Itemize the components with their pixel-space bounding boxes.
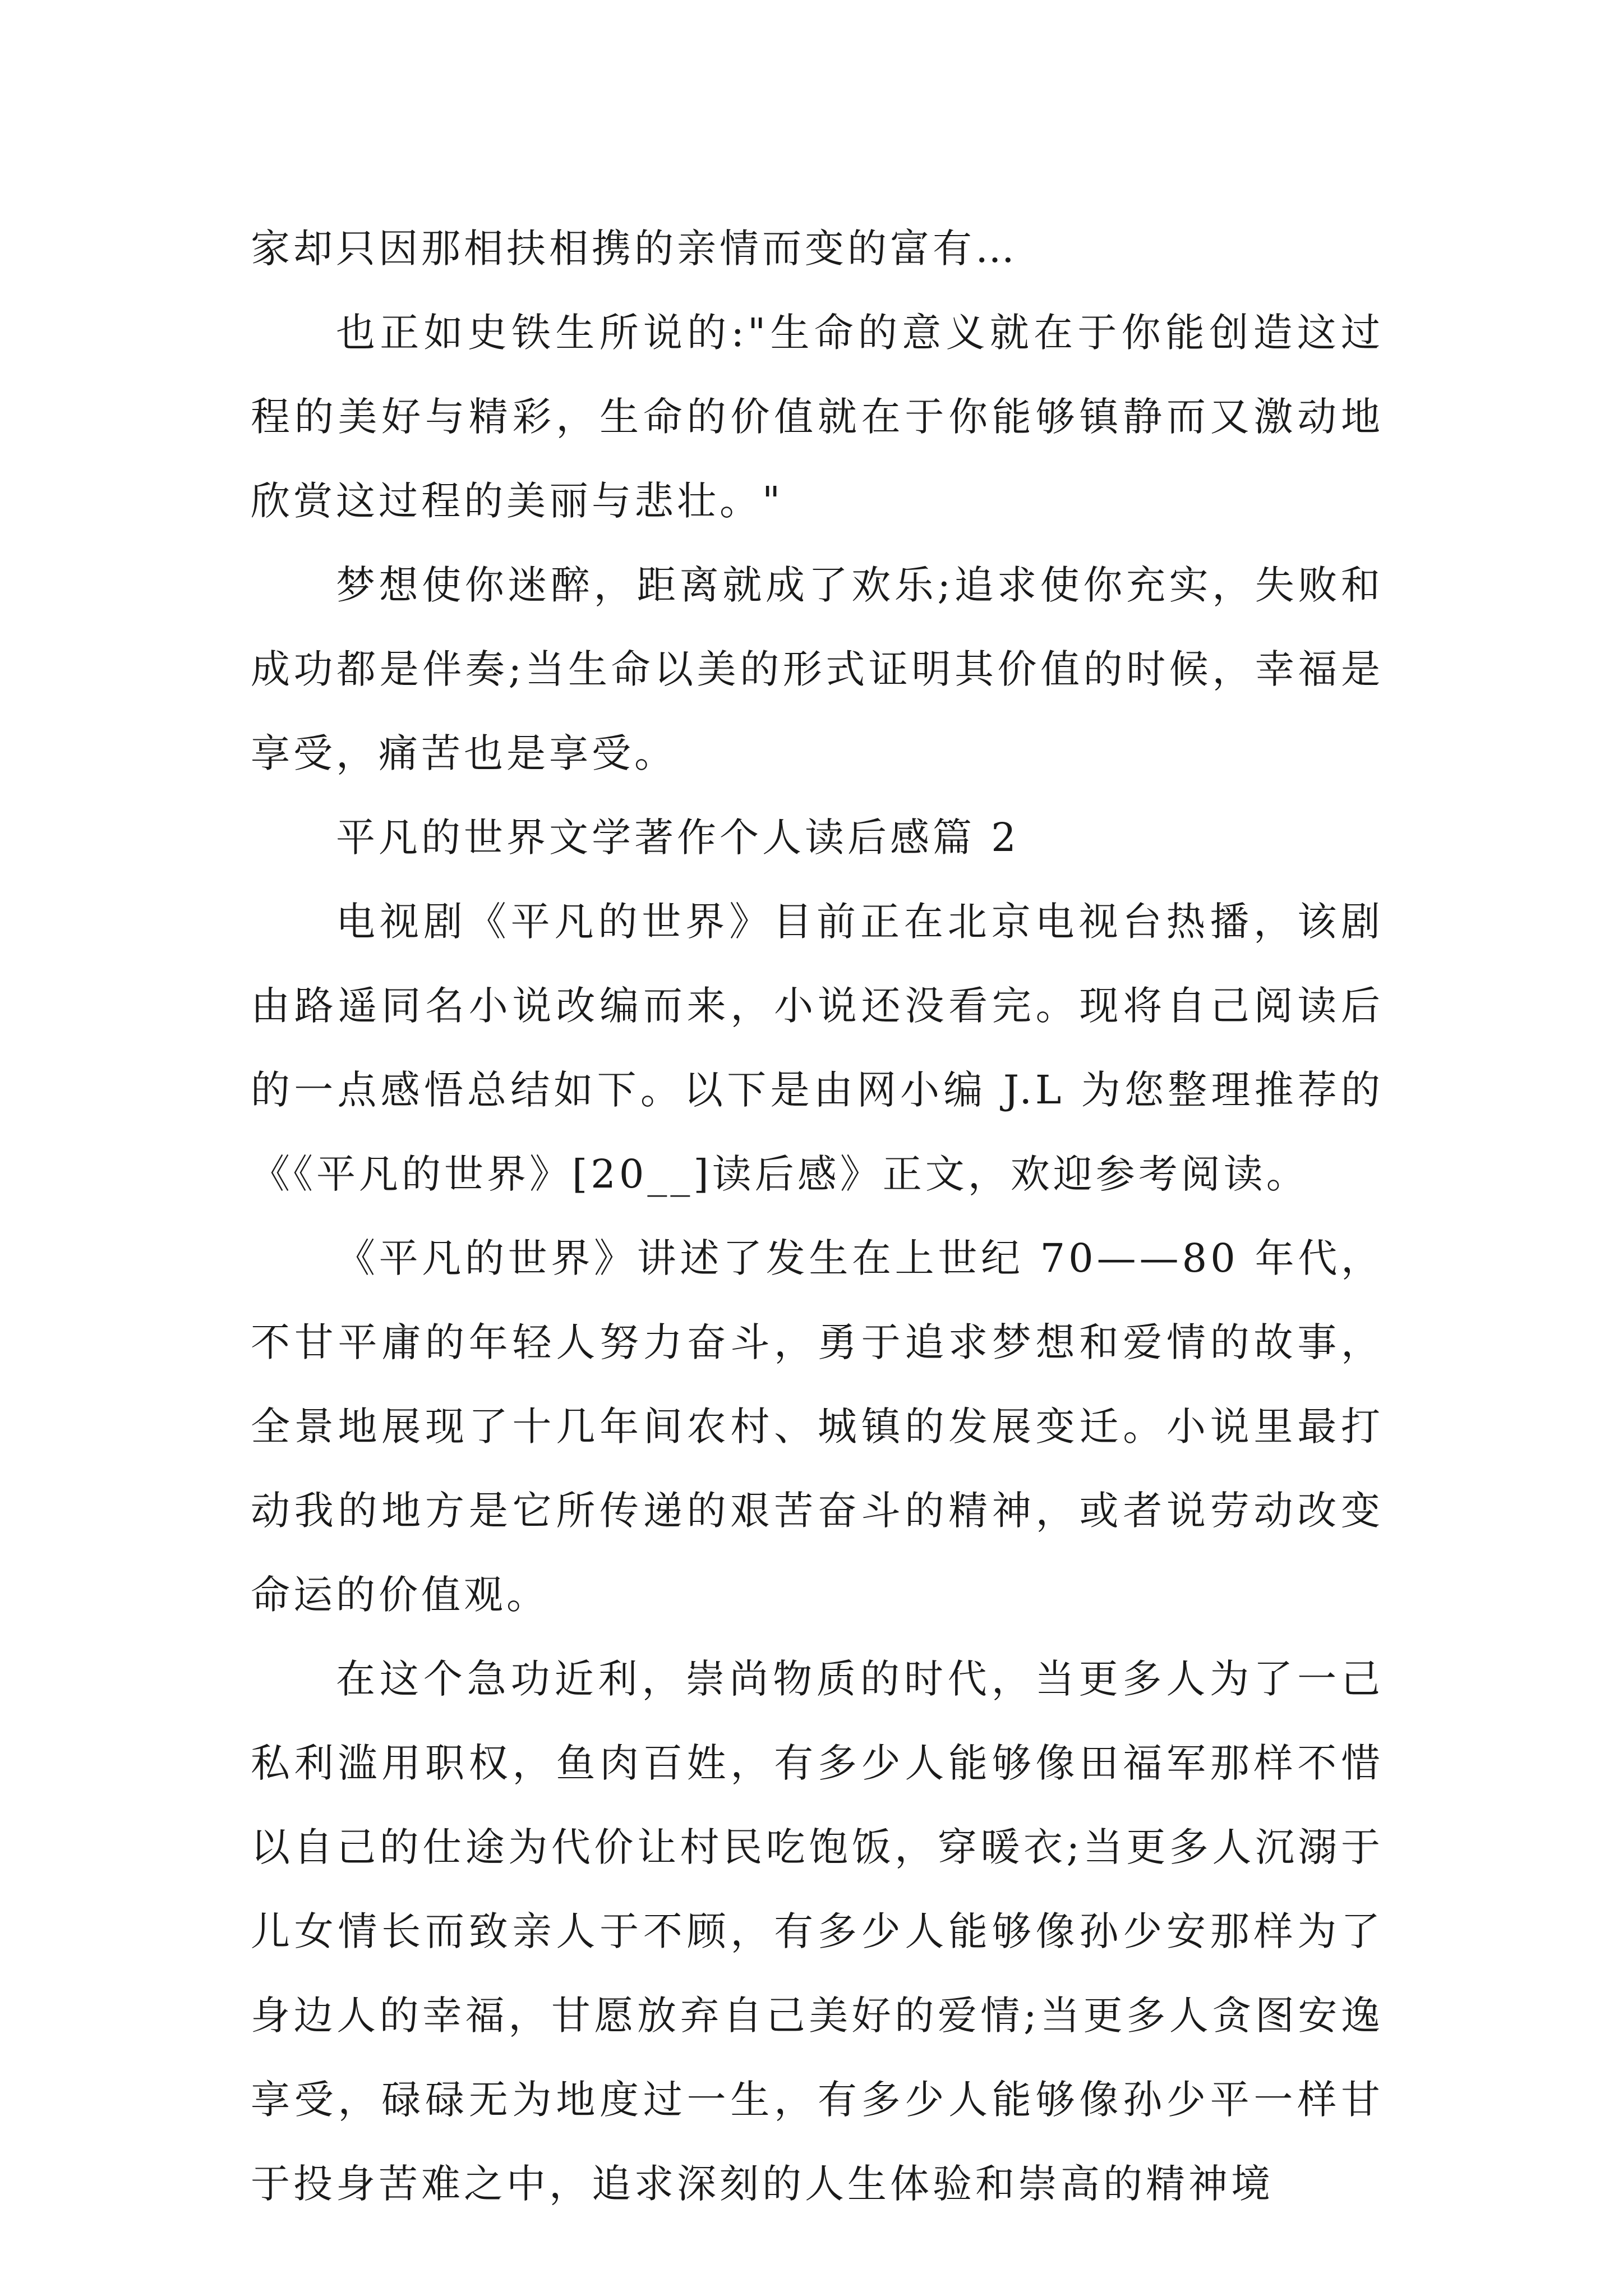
document-body (251, 206, 1384, 2226)
paragraph: 也正如史铁生所说的:"生命的意义就在于你能创造这过程的美好与精彩，生命的价值就在于你能够镇静而又激动地欣赏这过程的美丽与悲壮。" (251, 310, 1384, 524)
paragraph: 电视剧《平凡的世界》目前正在北京电视台热播，该剧由路遥同名小说改编而来，小说还没看完。现将自己阅读后的一点感悟总结如下。以下是由网小编 J.L 为您整理推荐的《《平凡的世界》[20__]读后感》正文，欢迎参考阅读。 (251, 899, 1384, 1197)
paragraph: 在这个急功近利，崇尚物质的时代，当更多人为了一己私利滥用职权，鱼肉百姓，有多少人能够像田福军那样不惜以自己的仕途为代价让村民吃饱饭，穿暖衣;当更多人沉溺于儿女情长而致亲人于不顾，有多少人能够像孙少安那样为了身边人的幸福，甘愿放弃自己美好的爱情;当更多人贪图安逸享受，碌碌无为地度过一生，有多少人能够像孙少平一样甘于投身苦难之中，追求深刻的人生体验和崇高的精神境 (251, 1656, 1384, 2207)
paragraph: 《平凡的世界》讲述了发生在上世纪 70——80 年代，不甘平庸的年轻人努力奋斗，勇于追求梦想和爱情的故事，全景地展现了十几年间农村、城镇的发展变迁。小说里最打动我的地方是它所传递的艰苦奋斗的精神，或者说劳动改变命运的价值观。 (251, 1235, 1384, 1618)
section-heading: 平凡的世界文学著作个人读后感篇 2 (336, 815, 1020, 861)
paragraph: 家却只因那相扶相携的亲情而变的富有… (251, 226, 1018, 272)
paragraph: 梦想使你迷醉，距离就成了欢乐;追求使你充实，失败和成功都是伴奏;当生命以美的形式证明其价值的时候，幸福是享受，痛苦也是享受。 (251, 562, 1384, 776)
